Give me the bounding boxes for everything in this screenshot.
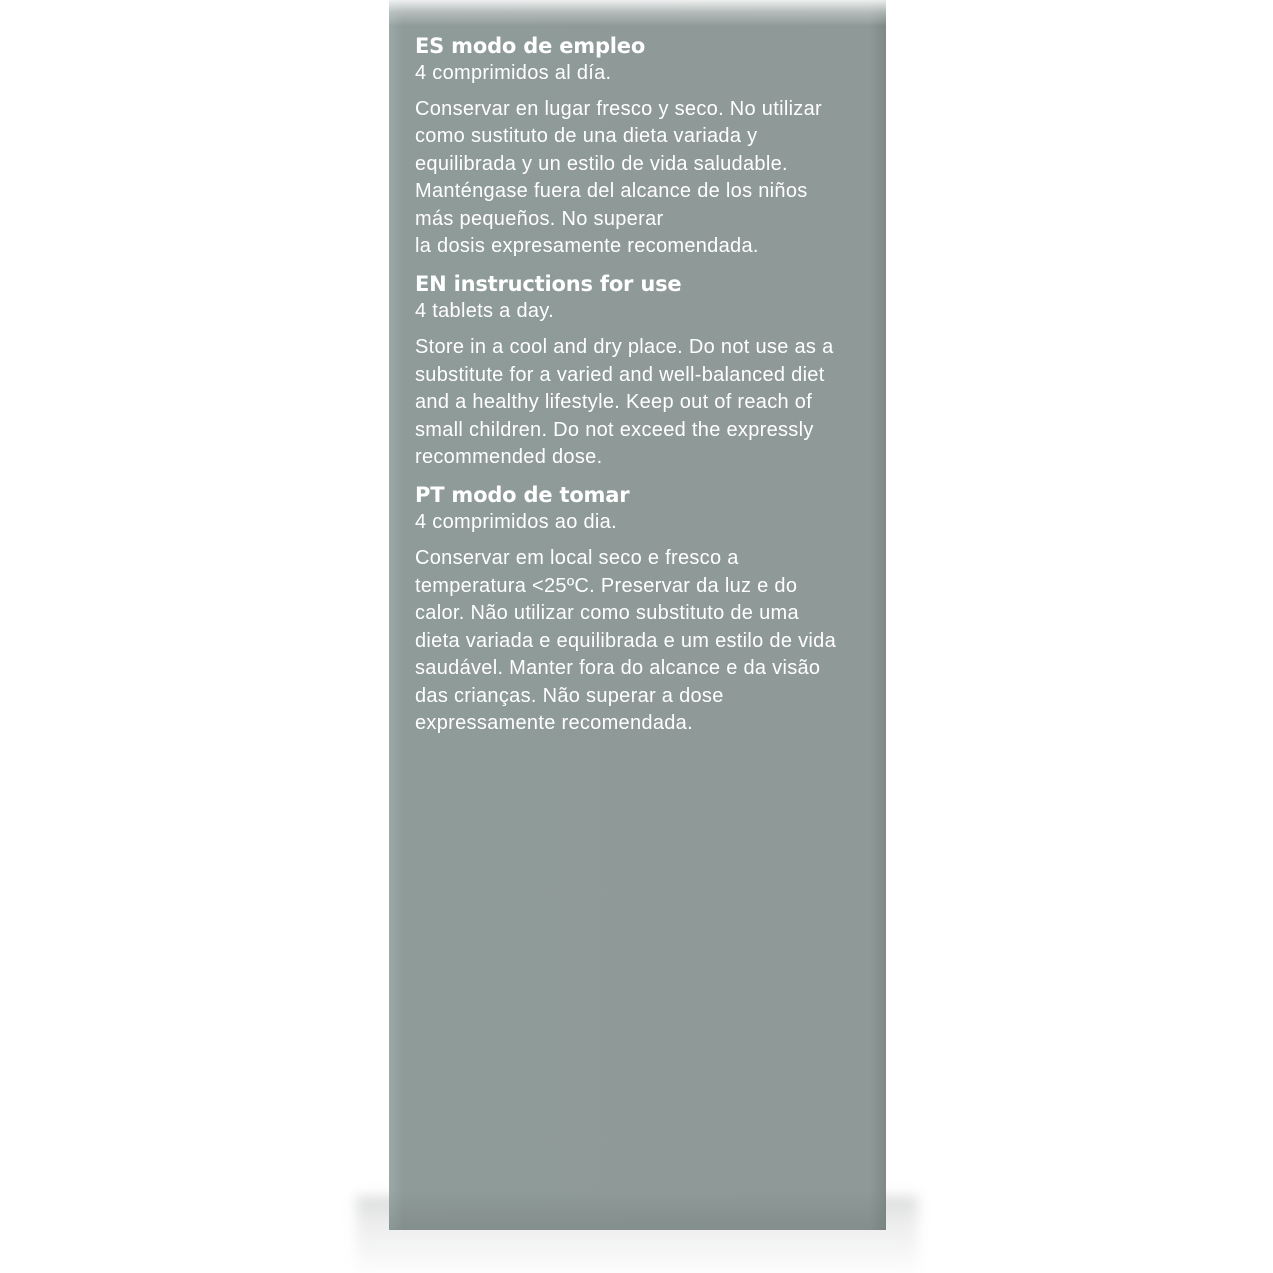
warnings-pt [415,545,875,737]
dose-en: 4 tablets a day. [415,300,554,323]
section-en [415,270,875,471]
warning-line: calor. Não utilizar como substituto de uma [415,602,799,625]
warning-line: como sustituto de una dieta variada y [415,125,758,148]
warning-line: expressamente recomendada. [415,711,693,734]
section-title-en: EN instructions for use [415,272,682,297]
dose-es: 4 comprimidos al día. [415,62,612,84]
warning-line: Manténgase fuera del alcance de los niños [415,180,808,203]
warning-line: substitute for a varied and well-balanced diet [415,363,825,386]
section-title-pt: PT modo de tomar [415,483,630,508]
warning-line: Store in a cool and dry place. Do not use as a [415,336,834,359]
section-es [415,32,875,260]
warning-line: más pequeños. No superar [415,207,664,230]
warnings-en [415,334,875,471]
warning-line: Conservar em local seco e fresco a [415,547,739,570]
warnings-es [415,96,875,260]
section-pt [415,481,875,737]
warning-line: saudável. Manter fora do alcance e da visão [415,657,821,680]
warning-line: das crianças. Não superar a dose [415,684,724,707]
warning-line: dieta variada e equilibrada e um estilo de vida [415,629,837,652]
warning-line: and a healthy lifestyle. Keep out of reach of [415,391,813,414]
warning-line: small children. Do not exceed the expressly [415,418,814,441]
instructions-text [415,32,875,747]
warning-line: recommended dose. [415,446,603,469]
section-title-es: ES modo de empleo [415,34,646,58]
dose-pt: 4 comprimidos ao dia. [415,511,617,534]
warning-line: temperatura <25ºC. Preservar da luz e do [415,574,798,597]
warning-line: Conservar en lugar fresco y seco. No utilizar [415,98,822,120]
warning-line: equilibrada y un estilo de vida saludable. [415,152,788,175]
package-side-panel [389,0,886,1230]
warning-line: la dosis expresamente recomendada. [415,235,759,258]
